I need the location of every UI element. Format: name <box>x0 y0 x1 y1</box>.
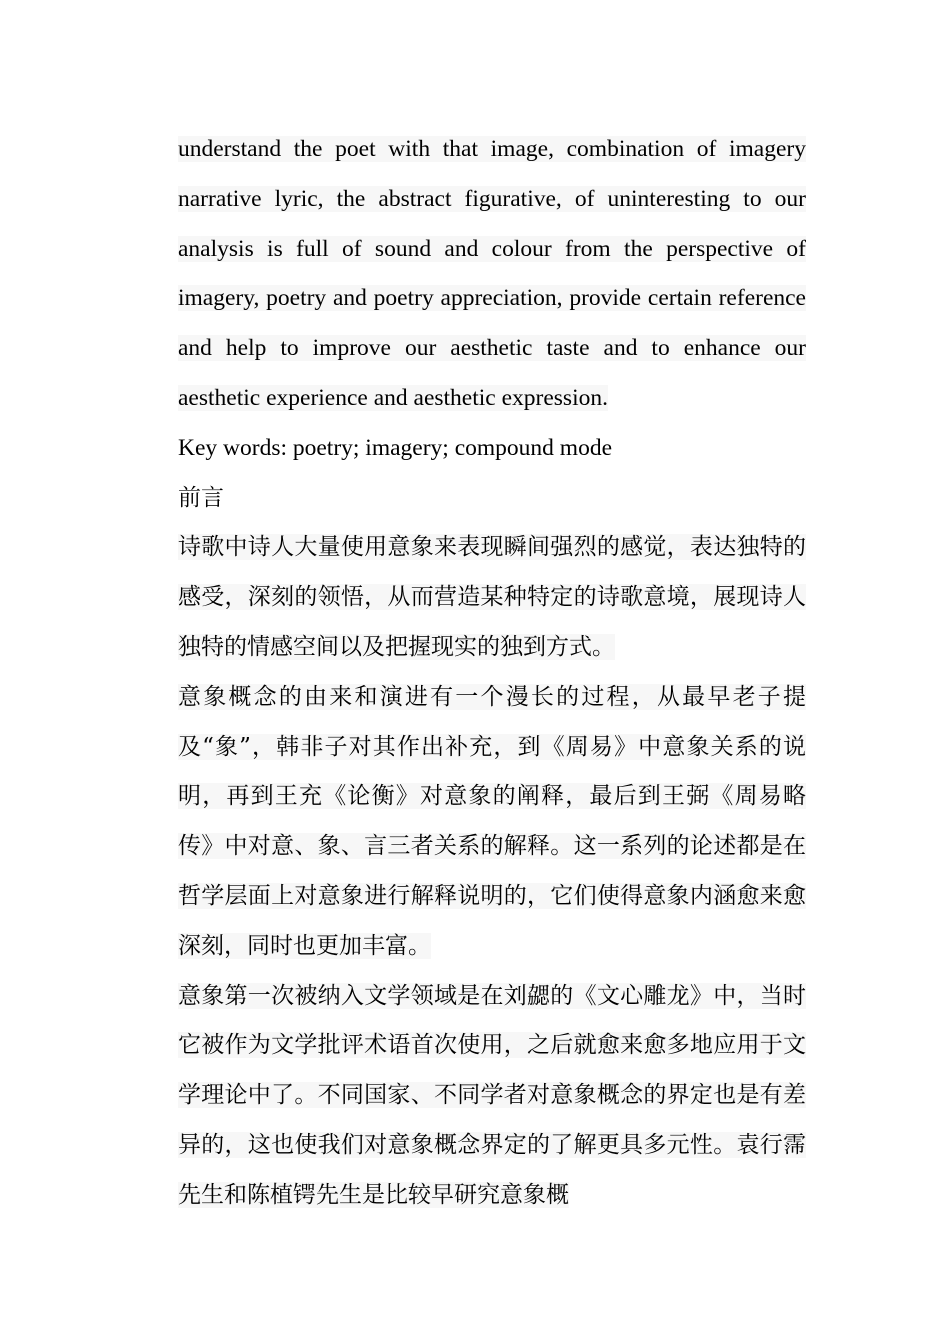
document-page <box>178 125 806 1221</box>
body-paragraph-1-text: 诗歌中诗人大量使用意象来表现瞬间强烈的感觉，表达独特的感受，深刻的领悟，从而营造某种特定的诗歌意境，展现诗人独特的情感空间以及把握现实的独到方式。 <box>178 534 806 660</box>
body-paragraph-1 <box>178 523 806 672</box>
body-paragraph-2 <box>178 673 806 972</box>
body-paragraph-3 <box>178 972 806 1221</box>
section-title: 前言 <box>178 484 224 511</box>
keywords-text: Key words: poetry; imagery; compound mode <box>178 434 613 461</box>
keywords-line <box>178 424 806 474</box>
body-paragraph-2-text: 意象概念的由来和演进有一个漫长的过程，从最早老子提及“象”，韩非子对其作出补充，到《周易》中意象关系的说明，再到王充《论衡》对意象的阐释，最后到王弼《周易略传》中对意、象、言三者关系的解释。这一系列的论述都是在哲学层面上对意象进行解释说明的，它们使得意象内涵愈来愈深刻，同时也更加丰富。 <box>178 683 806 959</box>
abstract-paragraph <box>178 125 806 424</box>
abstract-text: understand the poet with that image, combination of imagery narrative lyric, the abstract figurative, of uninteresting to our analysis is full of sound and colour from the perspective of imagery, poetry and poetry appreciation, provide certain reference and help to improve our aesthetic taste and to enhance our aesthetic experience and aesthetic expression. <box>178 136 806 411</box>
body-paragraph-3-text: 意象第一次被纳入文学领域是在刘勰的《文心雕龙》中，当时它被作为文学批评术语首次使用，之后就愈来愈多地应用于文学理论中了。不同国家、不同学者对意象概念的界定也是有差异的，这也使我们对意象概念界定的了解更具多元性。袁行霈先生和陈植锷先生是比较早研究意象概 <box>178 982 806 1208</box>
